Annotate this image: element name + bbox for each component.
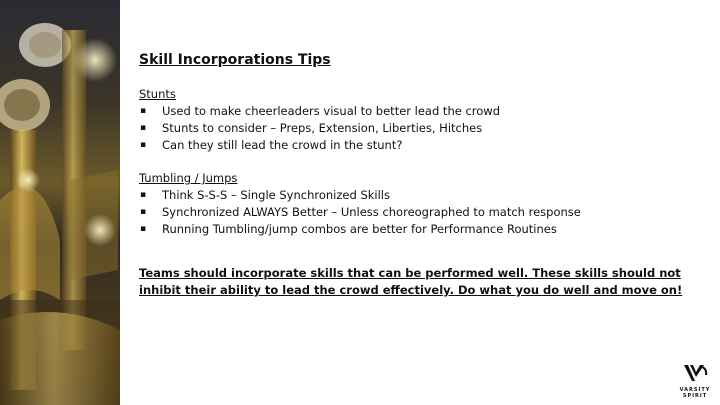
bullet-text: Think S-S-S – Single Synchronized Skills <box>162 188 390 202</box>
section-stunts <box>139 86 699 154</box>
varsity-v-icon <box>678 363 712 383</box>
list-item <box>139 221 699 238</box>
section-heading: Stunts <box>139 87 176 101</box>
section-heading: Tumbling / Jumps <box>139 171 238 185</box>
bullet-text: Stunts to consider – Preps, Extension, Liberties, Hitches <box>162 121 483 135</box>
list-item <box>139 120 699 137</box>
bullet-text: Synchronized ALWAYS Better – Unless choreographed to match response <box>162 205 581 219</box>
section-tumbling-jumps <box>139 170 699 238</box>
trophy-photo <box>0 0 120 405</box>
bullet-text: Can they still lead the crowd in the stunt? <box>162 138 403 152</box>
bullet-text: Used to make cheerleaders visual to better lead the crowd <box>162 104 500 118</box>
varsity-spirit-logo <box>678 363 712 397</box>
list-item <box>139 204 699 221</box>
slide-content <box>139 52 699 299</box>
bullet-icon: ▪ <box>140 123 147 133</box>
bullet-icon: ▪ <box>140 224 147 234</box>
bullet-list <box>139 103 699 154</box>
trophy-image <box>0 0 120 405</box>
logo-line-2: SPIRIT <box>682 393 708 399</box>
bullet-icon: ▪ <box>140 190 147 200</box>
logo-line-1: VARSITY <box>679 387 711 393</box>
list-item <box>139 103 699 120</box>
list-item <box>139 137 699 154</box>
bullet-list <box>139 187 699 238</box>
list-item <box>139 187 699 204</box>
bullet-icon: ▪ <box>140 106 147 116</box>
bullet-icon: ▪ <box>140 140 147 150</box>
bullet-icon: ▪ <box>140 207 147 217</box>
slide-title: Skill Incorporations Tips <box>139 52 331 68</box>
bullet-text: Running Tumbling/jump combos are better for Performance Routines <box>162 222 557 236</box>
closing-statement: Teams should incorporate skills that can be performed well. These skills should not inhibit their ability to lead the crowd effectively. Do what you do well and move on! <box>139 266 683 297</box>
